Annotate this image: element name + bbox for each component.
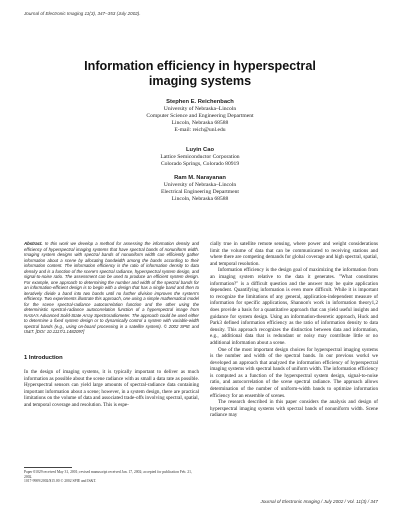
abstract [24,241,199,335]
author-affiliation: Computer Science and Engineering Department [146,113,254,119]
body-paragraph: One of the most important design choices for hyperspectral imaging systems is the number and width of the spectral bands. In our previous work4 we developed an approach that analyzed the information efficiency of hyperspectral imaging systems with spectral bands of uniform width. The information efficiency is computed as a function of the hyperspectral system design, signal-to-noise ratio, and autocorrelation of the scene spectral radiance. The approach allows determination of the number of uniform-width bands to optimize information efficiency for an ensemble of scenes. [210,346,379,399]
intro-paragraph: In the design of imaging systems, it is typically important to deliver as much information as possible about the scene radiance with as small a data rate as possible. Hyperspectral sensors can yield large amounts of spectral-radiance data containing important information about a scene; however, in a system design, there are practical limitations on the volume of data and associated trade-offs involving spectral, spatial, and temporal coverage and resolution. This is espe- [24,369,199,408]
body-paragraph: The research described in this paper considers the analysis and design of hyperspectral imaging systems with spectral bands of nonuniform width. Scene radiance may [210,399,378,419]
author-affiliation: Lattice Semiconductor Corporation [160,154,240,160]
title-line-2: imaging systems [148,74,252,88]
author-affiliation: Electrical Engineering Department [161,189,239,195]
body-paragraph: Information efficiency is the design goal of maximizing the information from an imaging system relative to the data it generates. "What constitutes information?" is a difficult question and the answer may be quite application dependent. Quantifying information is even more difficult. While it is important to recognize the limitations of any general, application-independent measure of information for specific applications, Shannon's work in information theory1,2 does provide a basis for a quantitative approach that can yield useful insights and guidance for system design. Using an information-theoretic approach, Huck and Park3 defined information efficiency as the ratio of information density to data density. This approach recognizes the distinction between data and information, e.g., additional data that is redundant or noisy may contribute little or no additional information about a scene. [210,267,378,346]
author-affiliation: Lincoln, Nebraska 68588 [171,120,229,126]
author-block-3 [0,175,400,203]
author-name: Luyin Cao [185,147,215,153]
body-paragraph: cially true in satellite remote sensing, where power and weight considerations limit the volume of data that can be communicated to receiving stations and where there are competing demands for global coverage and high spectral, spatial, and temporal resolution. [210,241,378,267]
author-block-2 [0,147,400,168]
footnote-rule [24,467,72,468]
author-block-1 [0,99,400,134]
author-affiliation: University of Nebraska–Lincoln [163,182,237,188]
title-line-1: Information efficiency in hyperspectral [84,59,316,73]
section-heading: 1 Introduction [24,355,63,361]
intro-text [24,369,199,409]
footnote [24,470,199,484]
author-affiliation: University of Nebraska–Lincoln [163,106,237,112]
author-affiliation: Colorado Springs, Colorado 80919 [160,161,240,167]
page-footer: Journal of Electronic Imaging / July 2002 / Vol. 11(3) / 347 [260,499,378,504]
author-affiliation: Lincoln, Nebraska 68588 [171,196,229,202]
author-name: Ram M. Narayanan [174,175,226,181]
running-head: Journal of Electronic Imaging 11(3), 347–353 (July 2002). [24,11,141,16]
author-name: Stephen E. Reichenbach [166,99,234,105]
right-column-text [210,241,378,419]
footnote-line: Paper 01029 received May 31, 2001; revised manuscript received Jan. 17, 2002; accepted for publication Feb. 21, 2002. [24,470,192,479]
abstract-doi: [DOI: 10.1117/1.1482097] [35,329,85,334]
author-email: E-mail: reich@unl.edu [174,127,226,133]
abstract-label: Abstract. [24,241,43,246]
abstract-text: In this work we develop a method for assessing the information density and efficiency of hyperspectral imaging systems that have spectral bands of nonuniform width. Imaging system designs with spectral bands of nonuniform width can efficiently gather information about a scene by allocating bandwidth among the bands according to their information content. The information efficiency is the ratio of information density to data density and is a function of the scene's spectral radiance, hyperspectral system design, and signal-to-noise ratio. The assessment can be used to produce an efficient system design. For example, one approach to determining the number and width of the spectral bands for an information-efficient design is to begin with a design that has a single band and then to iteratively divide a band into two bands until no further division improves the system's efficiency. Two experiments illustrate this approach, one using a simple mathematical model for the scene spectral-radiance autocorrelation function and the other using the deterministic spectral-radiance autocorrelation function of a hyperspectral image from NASA's Advanced Solid-State Array Spectroradiometer. The approach could be used either to determine a fixed system design or to dynamically control a system with variable-width spectral bands (e.g., using on-board processing in a satellite system). [24,241,199,329]
paper-title [0,59,400,89]
abstract-copyright: © 2002 SPIE and IS&T. [24,323,199,334]
footnote-line: 1017-9909/2002/$15.00 © 2002 SPIE and IS&T. [24,479,97,484]
